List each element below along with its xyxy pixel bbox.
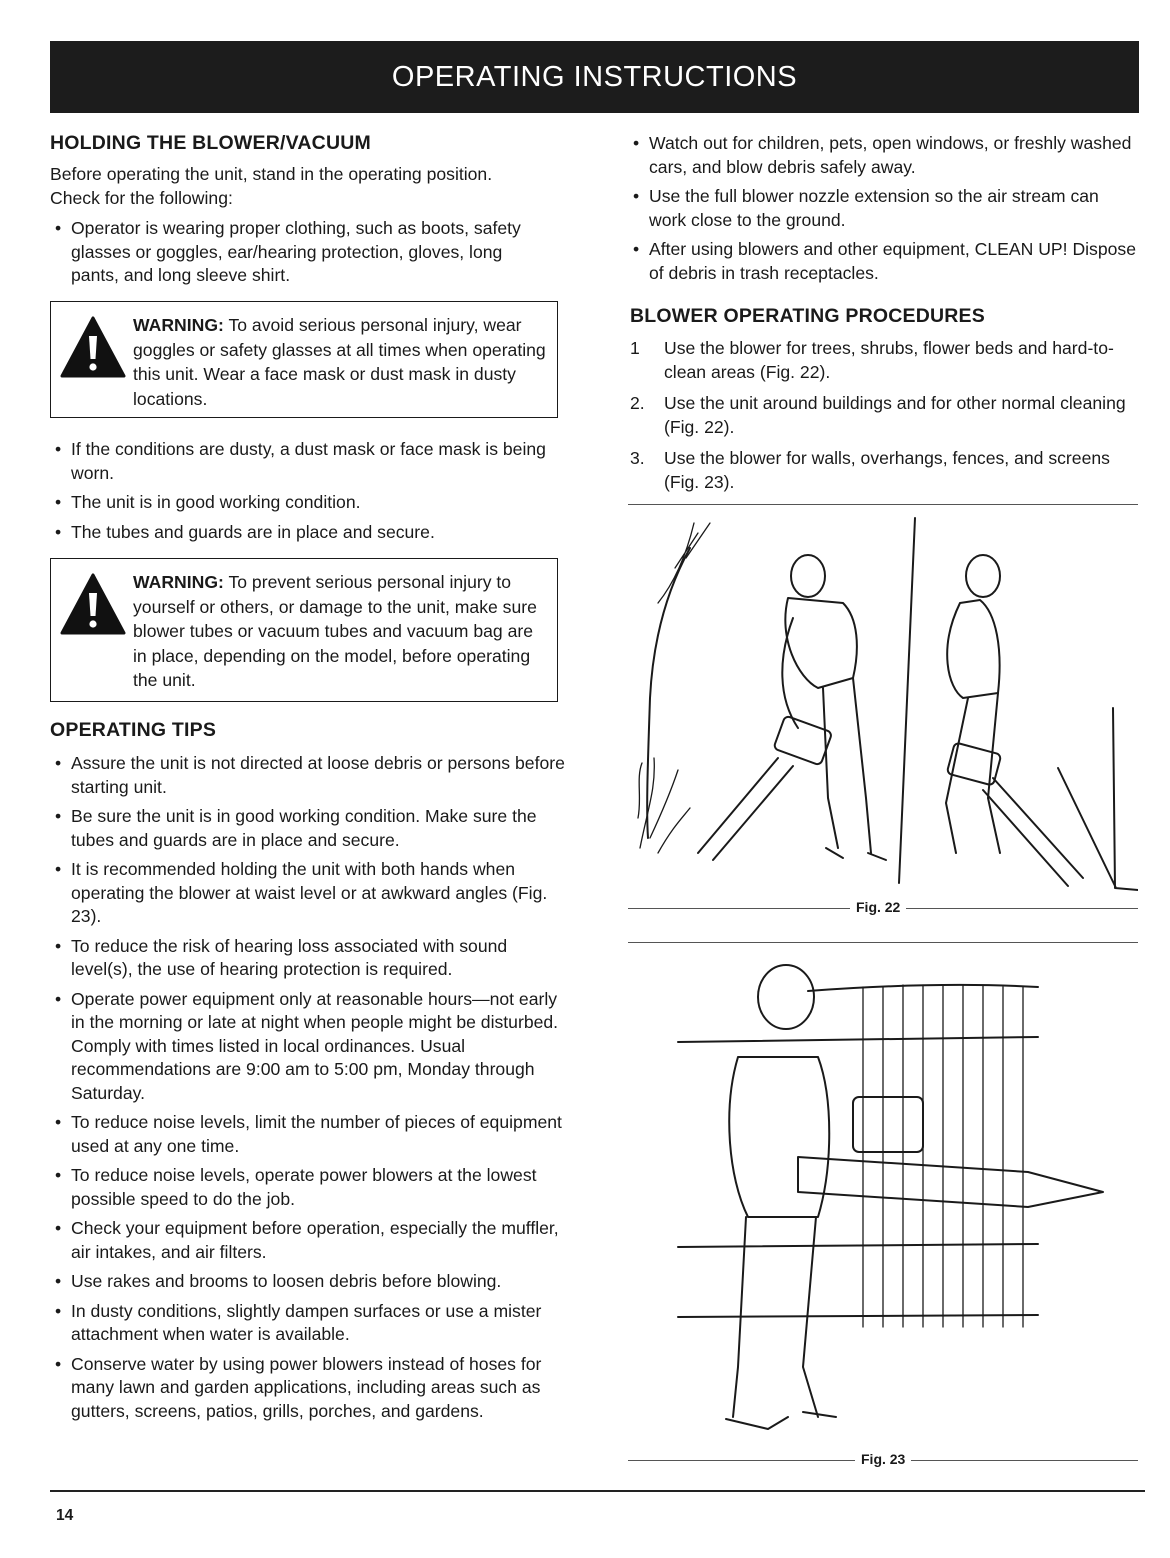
holding-intro-line2: Check for the following: <box>50 187 233 208</box>
list-item: • Operate power equipment only at reasonable hours—not early in the morning or late at night when people might be disturbed. Comply with times listed in local ordinances. Usual recommendations are 9:00 am to 5:00 pm, Monday through Saturday. <box>50 988 565 1106</box>
holding-heading: HOLDING THE BLOWER/VACUUM <box>50 132 371 154</box>
list-item: • Conserve water by using power blowers instead of hoses for many lawn and garden applications, including areas such as gutters, screens, patios, grills, porches, and gardens. <box>50 1353 565 1424</box>
list-item: • To reduce noise levels, limit the number of pieces of equipment used at any one time. <box>50 1111 565 1158</box>
blower-tube <box>798 1157 1103 1207</box>
list-item: • Operator is wearing proper clothing, such as boots, safety glasses or goggles, ear/hearing protection, gloves, long pants, and long sleeve shirt. <box>50 217 550 288</box>
step-text: Use the blower for trees, shrubs, flower beds and hard-to-clean areas (Fig. 22). <box>664 338 1114 382</box>
warning-text <box>133 313 547 411</box>
fence-slats <box>863 985 1023 1327</box>
list-item: • The tubes and guards are in place and secure. <box>50 521 565 545</box>
holding-list-a <box>50 217 550 294</box>
warning-triangle-icon <box>60 573 126 635</box>
person-head <box>966 555 1000 597</box>
fig22-illustration <box>628 508 1138 898</box>
list-item: • Use the full blower nozzle extension so the air stream can work close to the ground. <box>628 185 1138 232</box>
list-item <box>630 392 1135 439</box>
blower-tube <box>698 758 793 860</box>
list-item: • If the conditions are dusty, a dust mask or face mask is being worn. <box>50 438 565 485</box>
list-item: • To reduce the risk of hearing loss associated with sound level(s), the use of hearing protection is required. <box>50 935 565 982</box>
holding-intro-line1: Before operating the unit, stand in the operating position. <box>50 164 493 184</box>
list-item: • The unit is in good working condition. <box>50 491 565 515</box>
divider <box>628 504 1138 505</box>
warning-text <box>133 570 547 693</box>
step-number: 2. <box>630 393 645 413</box>
person-legs <box>823 678 871 853</box>
step-text: Use the unit around buildings and for other normal cleaning (Fig. 22). <box>664 393 1126 437</box>
list-item: • Use rakes and brooms to loosen debris before blowing. <box>50 1270 565 1294</box>
list-item: • Be sure the unit is in good working condition. Make sure the tubes and guards are in place and secure. <box>50 805 565 852</box>
warning-box-tubes <box>50 558 558 702</box>
procedures-heading: BLOWER OPERATING PROCEDURES <box>630 305 985 327</box>
page-number: 14 <box>56 1507 74 1524</box>
person-shirt <box>947 600 999 698</box>
list-item: • It is recommended holding the unit with both hands when operating the blower at waist level or at awkward angles (Fig. 23). <box>50 858 565 929</box>
list-item: • To reduce noise levels, operate power blowers at the lowest possible speed to do the job. <box>50 1164 565 1211</box>
warning-body: To prevent serious personal injury to yourself or others, or damage to the unit, make sure blower tubes or vacuum tubes and vacuum bag are in place, depending on the model, before operating the unit. <box>133 572 537 690</box>
tips-heading: OPERATING TIPS <box>50 719 217 741</box>
fig23-illustration <box>628 947 1138 1447</box>
header-banner <box>50 41 1139 113</box>
person-feet <box>826 848 886 860</box>
person-feet <box>726 1412 836 1429</box>
fig22-divider-line <box>899 518 915 883</box>
tips-list <box>50 752 565 1429</box>
holding-list-b <box>50 438 565 550</box>
person-shirt <box>785 598 857 688</box>
footer-rule <box>50 1490 1145 1492</box>
warning-box-goggles <box>50 301 558 418</box>
person-legs <box>946 693 1000 853</box>
step-number: 3. <box>630 448 645 468</box>
step-text: Use the blower for walls, overhangs, fences, and screens (Fig. 23). <box>664 448 1110 492</box>
procedures-list <box>630 337 1135 502</box>
list-item: • Watch out for children, pets, open windows, or freshly washed cars, and blow debris safely away. <box>628 132 1138 179</box>
person-head <box>791 555 825 597</box>
right-tips-list <box>628 132 1138 291</box>
list-item <box>630 447 1135 494</box>
warning-label: WARNING: <box>133 572 224 592</box>
blower-tube <box>983 778 1083 886</box>
fig23-caption: Fig. 23 <box>855 1451 911 1467</box>
list-item: • After using blowers and other equipment, CLEAN UP! Dispose of debris in trash receptacles. <box>628 238 1138 285</box>
shrub <box>638 758 690 853</box>
step-number: 1 <box>630 338 640 358</box>
page-title: OPERATING INSTRUCTIONS <box>391 60 798 93</box>
list-item <box>630 337 1135 384</box>
list-item: • Check your equipment before operation, especially the muffler, air intakes, and air filters. <box>50 1217 565 1264</box>
warning-triangle-icon <box>60 316 126 378</box>
holding-intro <box>50 163 570 210</box>
blower-body <box>773 715 832 765</box>
fig22-caption: Fig. 22 <box>850 899 906 915</box>
tree-branch <box>658 523 710 603</box>
person-arm <box>782 618 798 728</box>
person-head <box>758 965 814 1029</box>
warning-label: WARNING: <box>133 315 224 335</box>
list-item: • Assure the unit is not directed at loose debris or persons before starting unit. <box>50 752 565 799</box>
warning-body: To avoid serious personal injury, wear goggles or safety glasses at all times when operating this unit. Wear a face mask or dust mask in dusty locations. <box>133 315 546 409</box>
divider <box>628 942 1138 943</box>
list-item: • In dusty conditions, slightly dampen surfaces or use a mister attachment when water is available. <box>50 1300 565 1347</box>
